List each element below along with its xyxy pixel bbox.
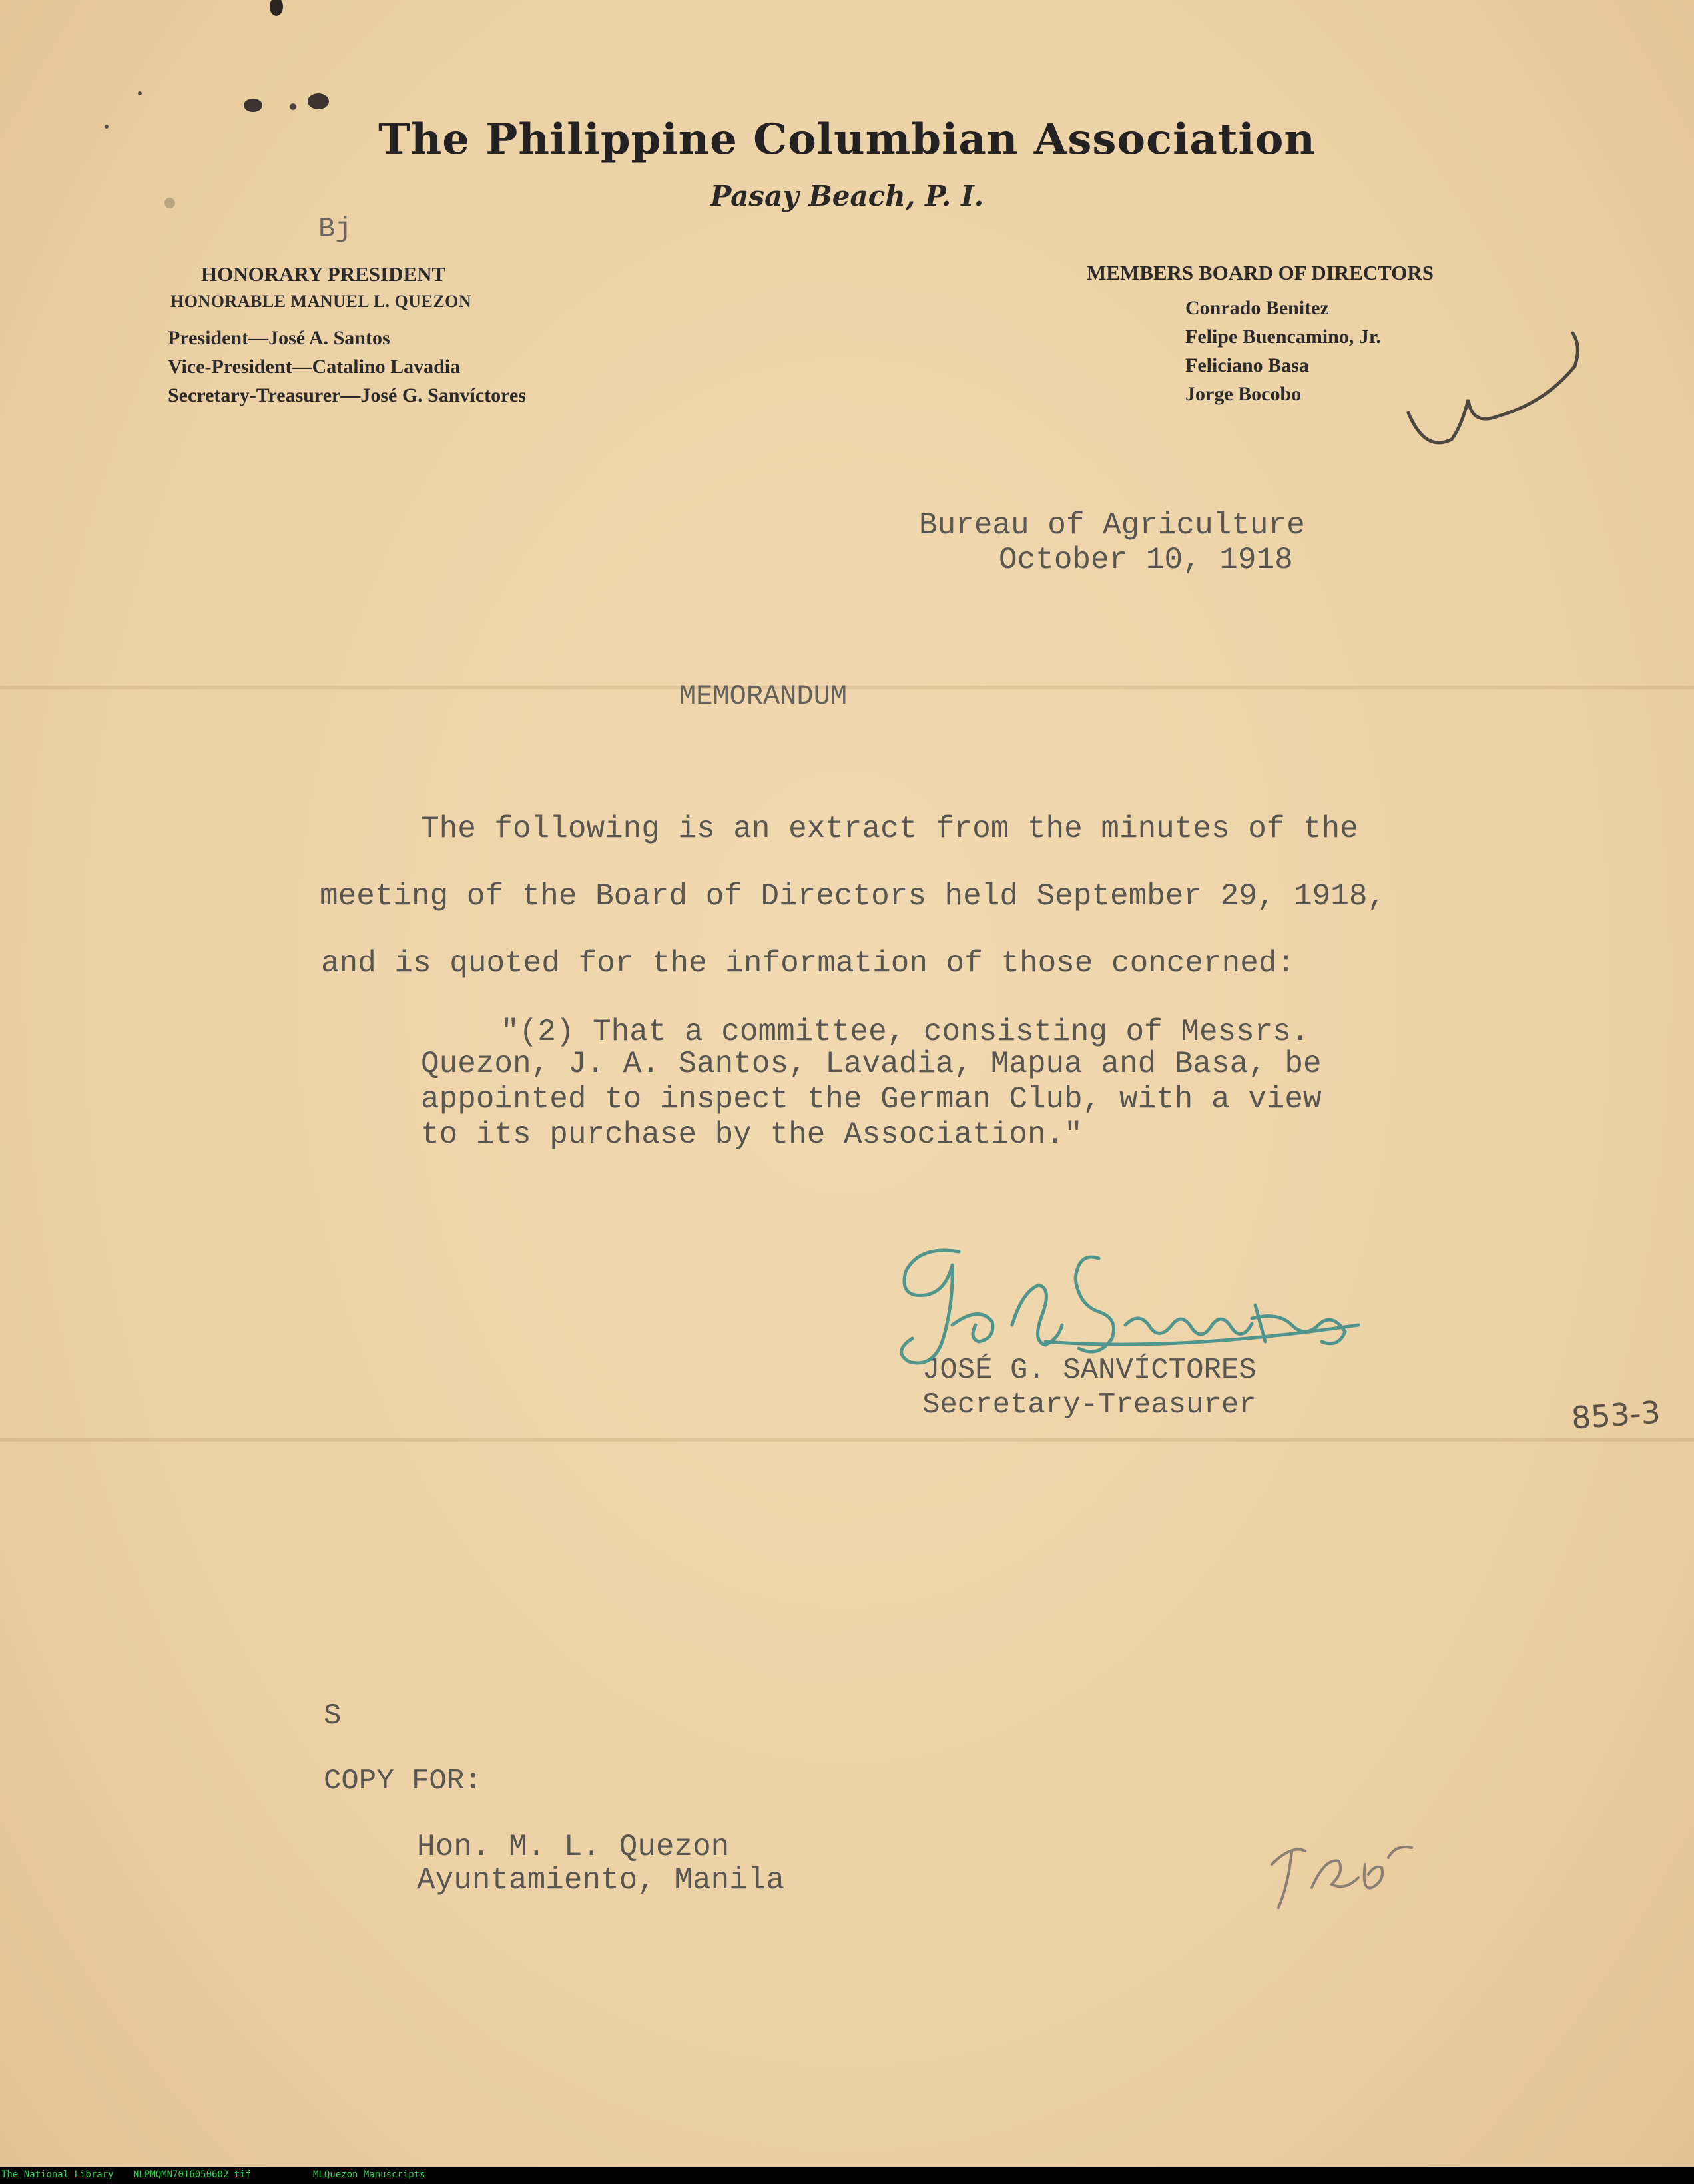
copy-recipient: Ayuntamiento, Manila <box>417 1863 785 1898</box>
footer-library: The National Library <box>1 2169 114 2180</box>
board-member: Felipe Buencamino, Jr. <box>1185 326 1381 348</box>
quote-line: Quezon, J. A. Santos, Lavadia, Mapua and Basa, be <box>421 1047 1322 1081</box>
quote-line: "(2) That a committee, consisting of Messrs. <box>501 1015 1310 1049</box>
association-title: The Philippine Columbian Association <box>378 115 1316 164</box>
paper-fold <box>0 1438 1694 1442</box>
paragraph-line: meeting of the Board of Directors held September 29, 1918, <box>320 879 1386 914</box>
paragraph-line: The following is an extract from the minutes of the <box>421 812 1358 846</box>
paragraph-line: and is quoted for the information of those concerned: <box>321 946 1296 981</box>
memo-heading: MEMORANDUM <box>679 681 848 712</box>
handwritten-initials: Bj <box>318 213 352 245</box>
board-label: MEMBERS BOARD OF DIRECTORS <box>1087 261 1434 284</box>
pencil-check-mark <box>1398 326 1598 473</box>
footer-filename: NLPMQMN7016050602 tif <box>133 2169 252 2180</box>
signatory-title: Secretary-Treasurer <box>922 1388 1257 1422</box>
quote-line: appointed to inspect the German Club, with a view <box>421 1082 1322 1117</box>
board-member: Conrado Benitez <box>1185 297 1329 319</box>
officers-list <box>168 324 526 410</box>
officer-line: Secretary-Treasurer—José G. Sanvíctores <box>168 384 526 406</box>
signatory-name: JOSÉ G. SANVÍCTORES <box>922 1354 1257 1387</box>
scan-footer <box>0 2167 1694 2184</box>
association-location: Pasay Beach, P. I. <box>710 180 984 212</box>
footer-collection: MLQuezon Manuscripts <box>313 2169 425 2180</box>
copy-recipient: Hon. M. L. Quezon <box>417 1830 730 1864</box>
officer-line: President—José A. Santos <box>168 327 390 349</box>
handwritten-signature <box>879 1225 1398 1398</box>
board-member: Jorge Bocobo <box>1185 383 1302 405</box>
copy-for-label: COPY FOR: <box>324 1765 482 1798</box>
memo-place: Bureau of Agriculture <box>919 508 1305 543</box>
honorary-president-label: HONORARY PRESIDENT <box>201 262 446 286</box>
memo-date: October 10, 1918 <box>999 543 1293 577</box>
board-member: Feliciano Basa <box>1185 354 1309 376</box>
officer-line: Vice-President—Catalino Lavadia <box>168 356 461 378</box>
quote-line: to its purchase by the Association." <box>421 1117 1083 1152</box>
board-members-list <box>1185 294 1381 408</box>
archive-number: 853-3 <box>1570 1394 1662 1436</box>
typist-initial: S <box>324 1699 342 1733</box>
honorary-president-name: HONORABLE MANUEL L. QUEZON <box>170 292 472 311</box>
pencil-initials <box>1252 1818 1425 1918</box>
